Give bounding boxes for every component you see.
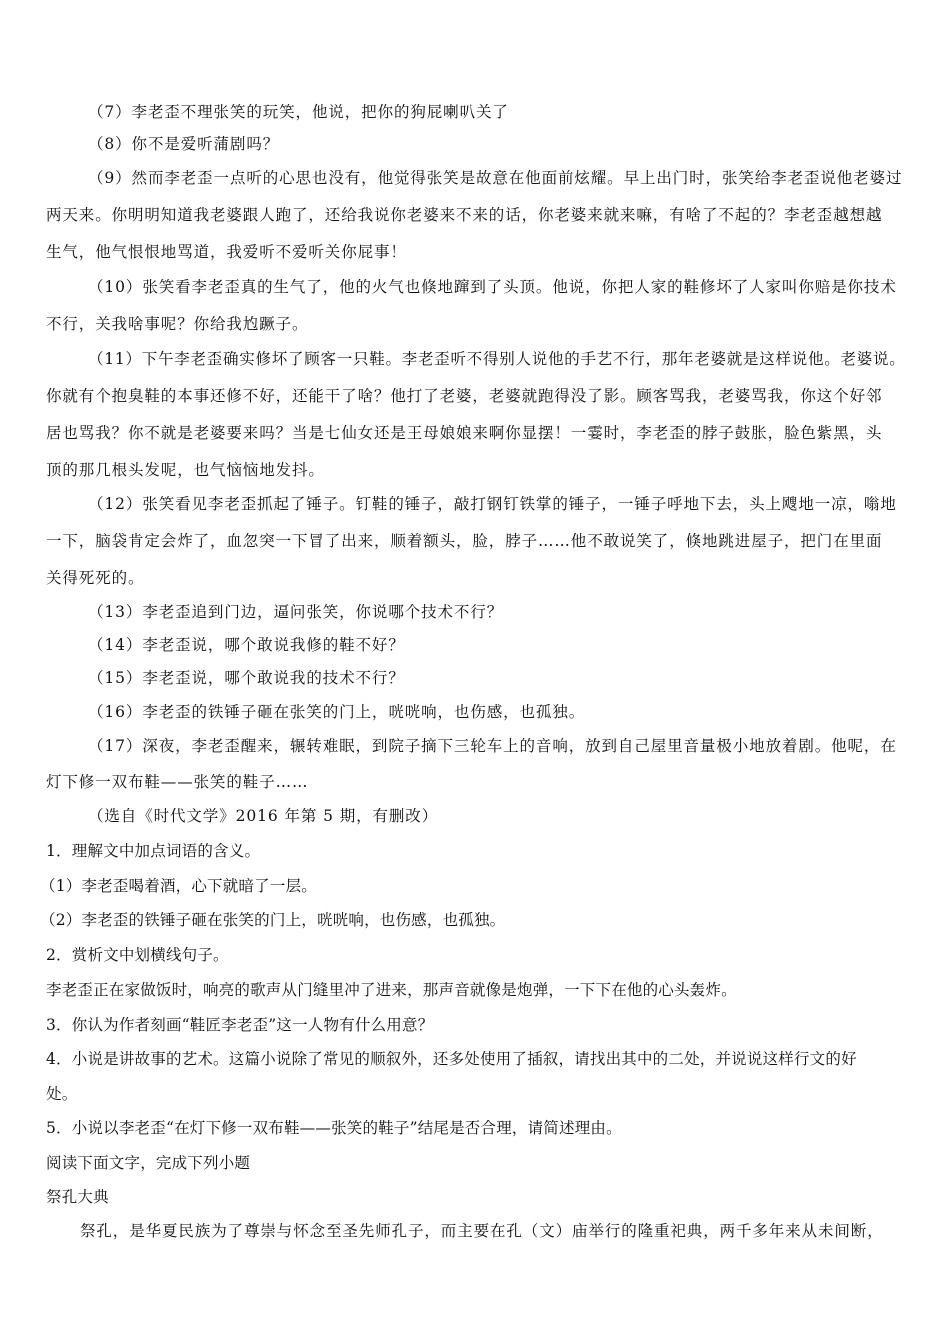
story-source: （选自《时代文学》2016 年第 5 期，有删改） bbox=[88, 807, 439, 825]
question-4-line-1: 4．小说是讲故事的艺术。这篇小说除了常见的顺叙外，还多处使用了插叙，请找出其中的二处，并说说这样行文的好 bbox=[46, 1050, 857, 1068]
story-paragraph-11-line-4: 顶的那几根头发呢，也气恼恼地发抖。 bbox=[46, 461, 325, 479]
story-paragraph-7: （7）李老歪不理张笑的玩笑，他说，把你的狗屁喇叭关了 bbox=[88, 103, 509, 121]
story-paragraph-11-line-2: 你就有个抱臭鞋的本事还修不好，还能干了啥？他打了老婆，老婆就跑得没了影。顾客骂我，老婆骂我，你这个好邻 bbox=[46, 387, 883, 405]
story-paragraph-11-line-1: （11）下午李老歪确实修坏了顾客一只鞋。李老歪听不得别人说他的手艺不行，那年老婆就是这样说他。老婆说。 bbox=[88, 350, 906, 368]
story-paragraph-13: （13）李老歪追到门边，逼问张笑，你说哪个技术不行？ bbox=[88, 603, 504, 621]
question-1-item-1: （1）李老歪喝着酒，心下就暗了一层。 bbox=[40, 877, 317, 895]
question-5: 5．小说以李老歪“在灯下修一双布鞋——张笑的鞋子”结尾是否合理，请简述理由。 bbox=[46, 1119, 622, 1137]
story-paragraph-14: （14）李老歪说，哪个敢说我修的鞋不好？ bbox=[88, 636, 405, 654]
story-paragraph-12-line-3: 关得死死的。 bbox=[46, 569, 145, 587]
story-paragraph-12-line-1: （12）张笑看见李老歪抓起了锤子。钉鞋的锤子，敲打钢钉铁掌的锤子，一锤子呼地下去，头上飕地一凉，嗡地 bbox=[88, 495, 897, 513]
story-paragraph-16: （16）李老歪的铁锤子砸在张笑的门上，咣咣响，也伤感，也孤独。 bbox=[88, 703, 586, 721]
story-paragraph-9-line-2: 两天来。你明明知道我老婆跟人跑了，还给我说你老婆来不来的话，你老婆来就来嘛，有啥了不起的？李老歪越想越 bbox=[46, 206, 883, 224]
story-paragraph-11-line-3: 居也骂我？你不就是老婆要来吗？当是七仙女还是王母娘娘来啊你显摆！一霎时，李老歪的脖子鼓胀，脸色紫黑，头 bbox=[46, 424, 883, 442]
question-1: 1．理解文中加点词语的含义。 bbox=[46, 842, 261, 860]
question-2-sentence: 李老歪正在家做饭时，响亮的歌声从门缝里冲了进来，那声音就像是炮弹，一下下在他的心头轰炸。 bbox=[46, 981, 737, 999]
question-1-item-2: （2）李老歪的铁锤子砸在张笑的门上，咣咣响，也伤感，也孤独。 bbox=[40, 911, 506, 929]
section-instruction: 阅读下面文字，完成下列小题 bbox=[46, 1154, 251, 1172]
question-2: 2．赏析文中划横线句子。 bbox=[46, 946, 229, 964]
story-paragraph-10-line-2: 不行，关我啥事呢？你给我尥蹶子。 bbox=[46, 315, 309, 333]
story-paragraph-17-line-2: 灯下修一双布鞋——张笑的鞋子…… bbox=[46, 773, 309, 791]
section-paragraph-1: 祭孔，是华夏民族为了尊崇与怀念至圣先师孔子，而主要在孔（文）庙举行的隆重祀典，两千多年来从未间断， bbox=[80, 1222, 884, 1240]
section-title: 祭孔大典 bbox=[46, 1188, 109, 1206]
question-4-line-2: 处。 bbox=[46, 1085, 78, 1103]
story-paragraph-9-line-3: 生气，他气恨恨地骂道，我爱听不爱听关你屁事！ bbox=[46, 243, 407, 261]
story-paragraph-8: （8）你不是爱听蒲剧吗？ bbox=[88, 135, 280, 153]
story-paragraph-12-line-2: 一下，脑袋肯定会炸了，血忽突一下冒了出来，顺着额头，脸，脖子……他不敢说笑了，倏地跳进屋子，把门在里面 bbox=[46, 532, 883, 550]
story-paragraph-15: （15）李老歪说，哪个敢说我的技术不行？ bbox=[88, 669, 405, 687]
story-paragraph-17-line-1: （17）深夜，李老歪醒来，辗转难眠，到院子摘下三轮车上的音响，放到自己屋里音量极小地放着剧。他呢，在 bbox=[88, 737, 897, 755]
story-paragraph-9-line-1: （9）然而李老歪一点听的心思也没有，他觉得张笑是故意在他面前炫耀。早上出门时，张笑给李老歪说他老婆过 bbox=[88, 169, 903, 187]
question-3: 3．你认为作者刻画“鞋匠李老歪”这一人物有什么用意？ bbox=[46, 1016, 434, 1034]
story-paragraph-10-line-1: （10）张笑看李老歪真的生气了，他的火气也倏地蹿到了头顶。他说，你把人家的鞋修坏了人家叫你赔是你技术 bbox=[88, 278, 897, 296]
